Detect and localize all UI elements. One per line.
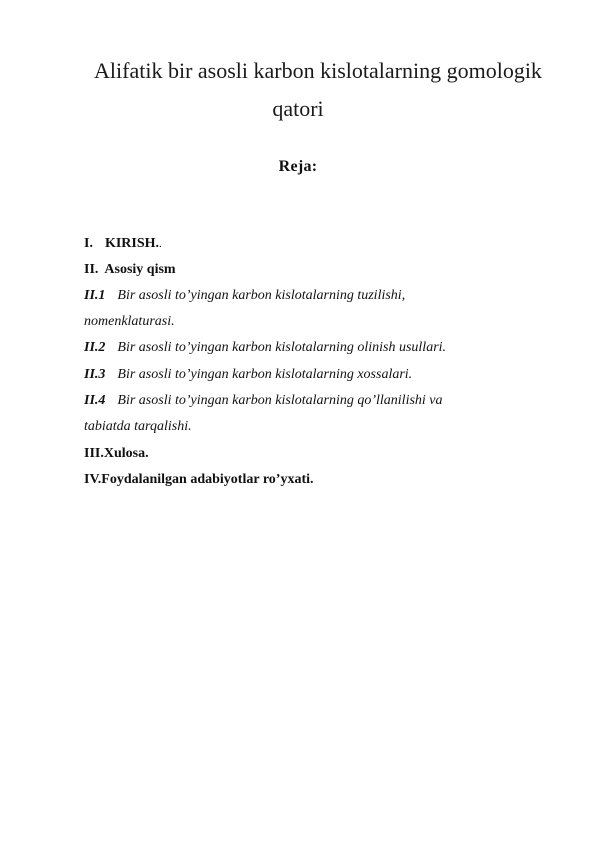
plan-item-conclusion — [84, 446, 149, 462]
plan-item-2-2 — [84, 340, 446, 356]
plan-item-label: KIRISH. — [104, 236, 160, 251]
plan-item-label: Asosiy qism — [104, 262, 176, 277]
plan-item-label: Bir asosli to’yingan karbon kislotalarning olinish usullari. — [117, 340, 447, 355]
plan-item-references — [84, 472, 314, 488]
plan-item-introduction — [84, 236, 162, 252]
plan-item-label: Foydalanilgan adabiyotlar ro’yxati. — [101, 472, 314, 487]
plan-item-number: I. — [84, 236, 93, 251]
plan-item-label: Xulosa. — [103, 446, 149, 461]
plan-item-2-1-continuation: nomenklaturasi. — [84, 314, 175, 329]
plan-item-number: III. — [84, 446, 104, 461]
plan-item-number: II.3 — [84, 367, 106, 382]
document-title-line-2: qatori — [272, 96, 324, 121]
plan-item-suffix: . — [159, 238, 162, 250]
plan-item-2-4 — [84, 393, 443, 409]
plan-item-2-4-continuation: tabiatda tarqalishi. — [84, 419, 192, 434]
plan-item-number: II. — [84, 262, 99, 277]
plan-heading: Reja: — [278, 158, 318, 175]
plan-item-label: Bir asosli to’yingan karbon kislotalarning tuzilishi, — [117, 288, 406, 303]
plan-item-main-part — [84, 262, 176, 278]
plan-item-number: II.2 — [84, 340, 106, 355]
plan-item-number: II.4 — [84, 393, 106, 408]
plan-item-2-3 — [84, 367, 412, 383]
plan-item-label: Bir asosli to’yingan karbon kislotalarning qo’llanilishi va — [117, 393, 443, 408]
plan-item-number: IV. — [84, 472, 102, 487]
plan-item-label: Bir asosli to’yingan karbon kislotalarning xossalari. — [117, 367, 413, 382]
plan-item-number: II.1 — [84, 288, 106, 303]
document-title-line-1: Alifatik bir asosli karbon kislotalarning gomologik — [94, 58, 542, 83]
plan-item-2-1 — [84, 288, 405, 304]
